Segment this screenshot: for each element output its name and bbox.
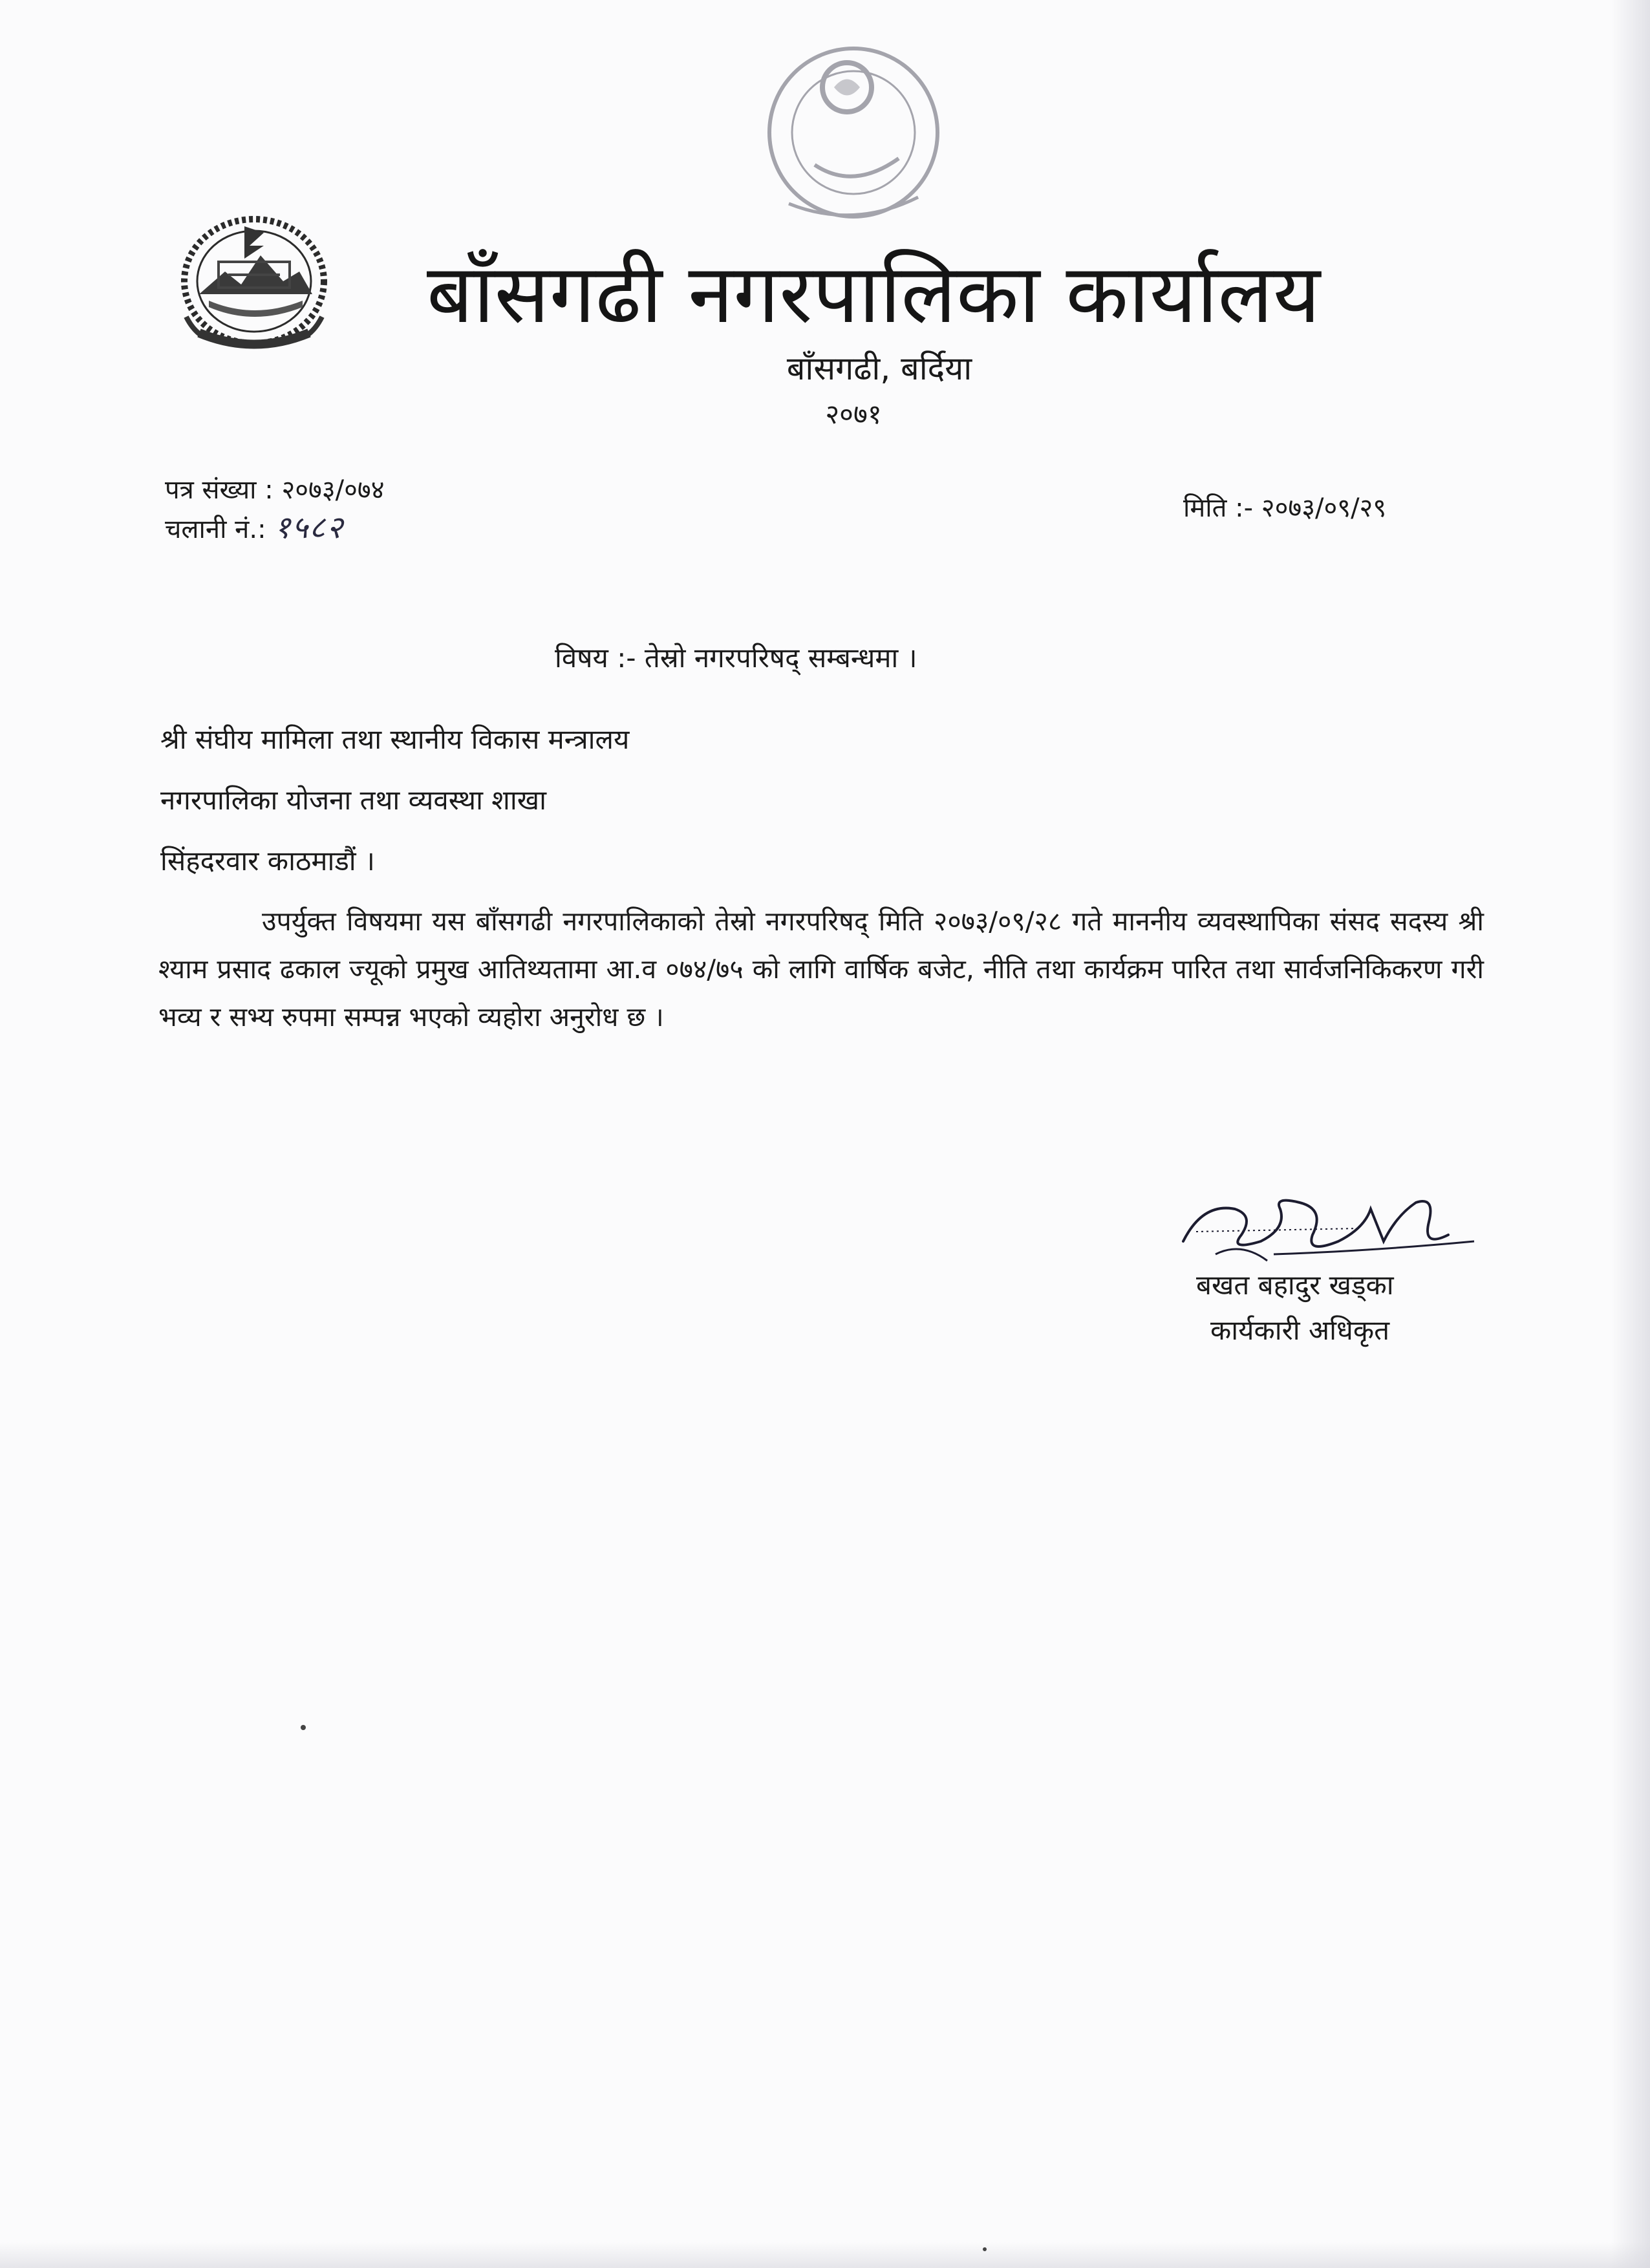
dispatch-number-value: १५८२ xyxy=(274,509,345,546)
office-title: बाँसगढी नगरपालिका कार्यालय xyxy=(427,246,1321,341)
signatory-title: कार्यकारी अधिकृत xyxy=(1210,1314,1390,1346)
handwritten-signature xyxy=(1177,1164,1481,1274)
dispatch-number-label: चलानी नं.: xyxy=(165,515,266,544)
page-bottom-shadow xyxy=(0,2242,1650,2268)
body-paragraph xyxy=(158,897,1484,1041)
recipient-line: सिंहदरवार काठमाडौं । xyxy=(160,845,375,877)
subject-line: विषय :- तेस्रो नगरपरिषद् सम्बन्धमा । xyxy=(555,642,917,674)
recipient-address xyxy=(160,709,629,892)
recipient-line: श्री संघीय मामिला तथा स्थानीय विकास मन्त्रालय xyxy=(160,723,630,755)
scan-speck xyxy=(301,1725,306,1730)
letter-number-label: पत्र संख्या : xyxy=(165,475,273,505)
date-label: मिति :- xyxy=(1183,493,1254,523)
scan-speck xyxy=(983,2247,987,2251)
established-year: २०७१ xyxy=(825,398,882,430)
body-text: उपर्युक्त विषयमा यस बाँसगढी नगरपालिकाको तेस्रो नगरपरिषद् मिति २०७३/०९/२८ गते माननीय व्यवस्थापिका संसद सदस्य श्री श्याम प्रसाद ढकाल ज्यूको प्रमुख आतिथ्यतामा आ.व ०७४/७५ को लागि वार्षिक बजेट, नीति तथा कार्यक्रम पारित तथा सार्वजनिकिकरण गरी भव्य र सभ्य रुपमा सम्पन्न भएको व्यहोरा अनुरोध छ । xyxy=(158,906,1484,1032)
date-value: २०७३/०९/२९ xyxy=(1261,493,1387,523)
letter-date xyxy=(1183,490,1386,526)
dispatch-number xyxy=(165,509,344,548)
recipient-line: नगरपालिका योजना तथा व्यवस्था शाखा xyxy=(160,784,546,816)
nepal-emblem-icon xyxy=(173,210,335,359)
letter-number-value: २०७३/०७४ xyxy=(281,475,385,505)
letter-number xyxy=(165,472,385,508)
page-edge-shadow xyxy=(1611,0,1650,2268)
signatory-name: बखत बहादुर खड्का xyxy=(1196,1269,1394,1301)
office-address: बाँसगढी, बर्दिया xyxy=(786,350,972,387)
